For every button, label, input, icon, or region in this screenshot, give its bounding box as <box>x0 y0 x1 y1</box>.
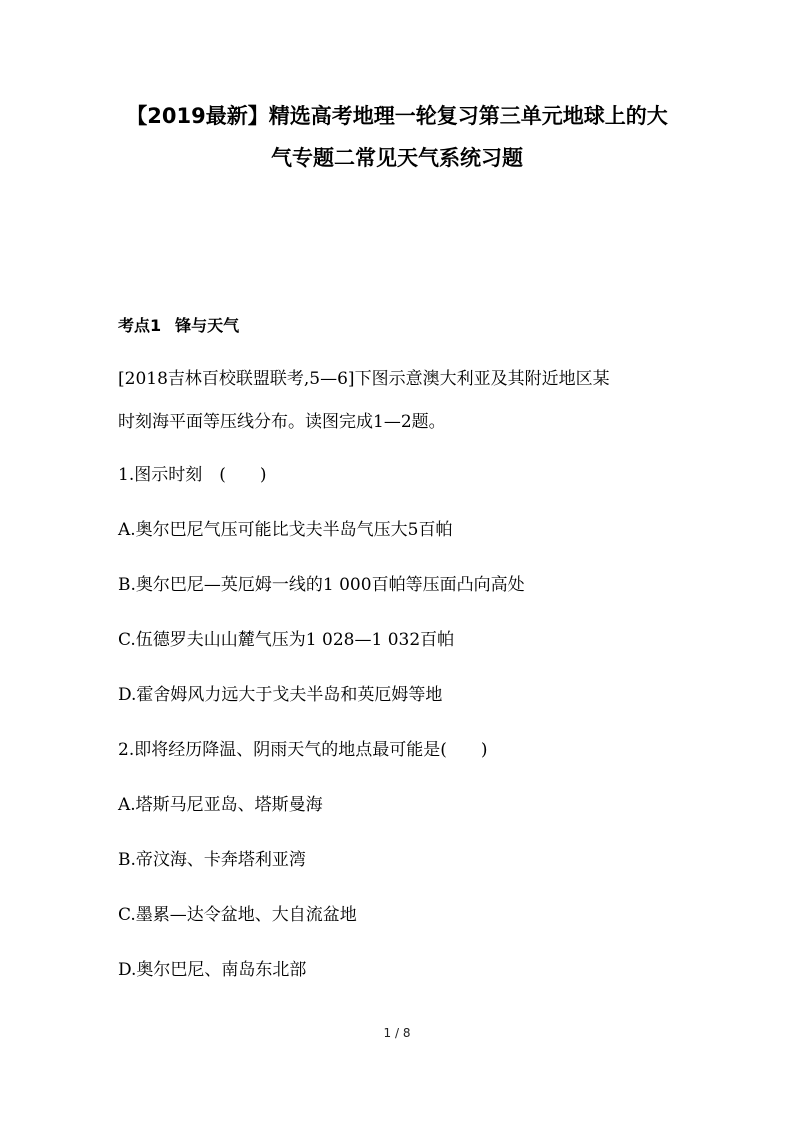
page-number: 1 / 8 <box>383 1026 411 1040</box>
question-1-option-c: C.伍德罗夫山山麓气压为1 028—1 032百帕 <box>118 630 455 650</box>
question-1-option-b: B.奥尔巴尼—英厄姆一线的1 000百帕等压面凸向高处 <box>118 575 525 595</box>
section-name: 锋与天气 <box>175 316 240 335</box>
question-1-option-a: A.奥尔巴尼气压可能比戈夫半岛气压大5百帕 <box>118 520 453 540</box>
question-1-stem: 1.图示时刻 ( ) <box>118 465 267 485</box>
question-2-option-c: C.墨累—达令盆地、大自流盆地 <box>118 905 357 925</box>
question-2-stem: 2.即将经历降温、阴雨天气的地点最可能是( ) <box>118 740 488 760</box>
document-title-line-1: 【2019最新】精选高考地理一轮复习第三单元地球上的大 <box>126 104 668 128</box>
section-heading <box>118 315 239 337</box>
question-2-option-d: D.奥尔巴尼、南岛东北部 <box>118 960 307 980</box>
question-2-option-a: A.塔斯马尼亚岛、塔斯曼海 <box>118 795 323 815</box>
document-title-line-2: 气专题二常见天气系统习题 <box>271 146 523 170</box>
intro-line-1: [2018吉林百校联盟联考,5—6]下图示意澳大利亚及其附近地区某 <box>118 369 610 389</box>
question-2-option-b: B.帝汶海、卡奔塔利亚湾 <box>118 850 306 870</box>
intro-line-2: 时刻海平面等压线分布。读图完成1—2题。 <box>118 412 446 432</box>
question-1-option-d: D.霍舍姆风力远大于戈夫半岛和英厄姆等地 <box>118 685 443 705</box>
section-number: 考点1 <box>118 316 162 335</box>
